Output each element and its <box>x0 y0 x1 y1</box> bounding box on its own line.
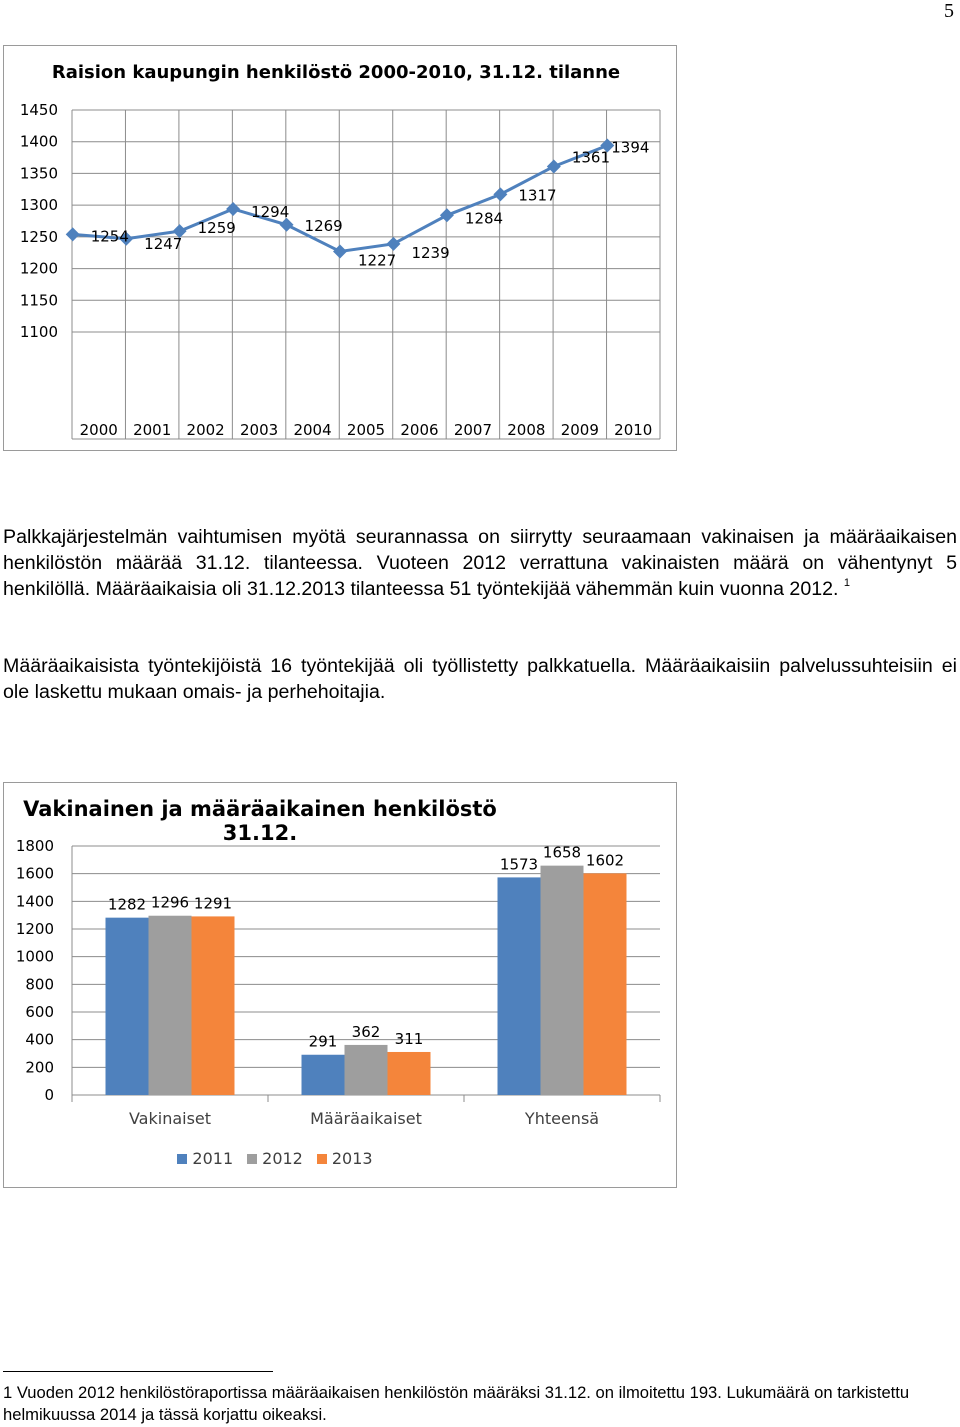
data-label: 1294 <box>251 202 290 221</box>
legend-item <box>317 1149 373 1168</box>
y-tick-label: 1400 <box>15 892 54 911</box>
y-tick-label: 1250 <box>19 227 58 246</box>
x-tick-label: Vakinaiset <box>128 1109 212 1128</box>
data-label: 1317 <box>518 186 557 205</box>
bar <box>345 1045 388 1095</box>
legend-swatch <box>317 1154 327 1164</box>
bar <box>541 866 584 1095</box>
data-point <box>333 244 347 258</box>
y-tick-label: 600 <box>25 1003 54 1021</box>
y-tick-label: 1600 <box>15 864 54 883</box>
bar <box>584 873 627 1095</box>
y-tick-label: 400 <box>25 1030 54 1049</box>
data-label: 1254 <box>90 227 129 246</box>
x-tick-label: 2010 <box>614 421 653 439</box>
x-tick-label: 2003 <box>239 421 279 439</box>
legend-label: 2013 <box>331 1149 373 1168</box>
bar <box>302 1055 345 1095</box>
data-label: 1227 <box>358 251 397 270</box>
data-point <box>66 227 80 241</box>
legend-item <box>177 1149 233 1168</box>
data-label: 1394 <box>611 138 650 157</box>
x-tick-label: 2006 <box>400 421 439 439</box>
bar <box>106 918 149 1095</box>
y-tick-label: 1200 <box>19 259 58 278</box>
paragraph-staff-tracking <box>3 524 957 602</box>
bar <box>498 877 541 1095</box>
y-tick-label: 1350 <box>19 164 58 183</box>
paragraph-staff-tracking-text: Palkkajärjestelmän vaihtumisen myötä seurannassa on siirrytty seuraamaan vakinaisen ja määräaikaisen henkilöstön määrää 31.12. tilanteessa. Vuoteen 2012 verrattuna vakinaisten määrä on vähentynyt 5 henkilöllä. Määräaikaisia oli 31.12.2013 tilanteessa 51 työntekijää vähemmän kuin vuonna 2012. <box>3 526 957 600</box>
y-tick-label: 1150 <box>19 291 58 310</box>
bar-chart-legend <box>4 1149 676 1168</box>
y-tick-label: 1200 <box>15 920 54 938</box>
data-label: 1602 <box>585 851 625 870</box>
data-point <box>226 202 240 216</box>
y-tick-label: 1800 <box>15 837 54 855</box>
legend-swatch <box>177 1154 187 1164</box>
bar <box>149 916 192 1095</box>
data-label: 291 <box>308 1032 338 1051</box>
y-tick-label: 1400 <box>19 132 58 151</box>
data-label: 1284 <box>464 209 504 228</box>
data-label: 1296 <box>150 893 190 912</box>
data-label: 1259 <box>197 219 236 238</box>
bar-chart-title: Vakinainen ja määräaikainen henkilöstö 31.12. <box>23 797 497 845</box>
data-label: 1573 <box>499 855 539 874</box>
data-point <box>493 187 507 201</box>
legend-label: 2012 <box>262 1149 303 1168</box>
data-label: 1247 <box>144 234 183 253</box>
y-tick-label: 1450 <box>19 101 58 119</box>
x-tick-label: 2001 <box>133 421 172 439</box>
data-label: 1269 <box>304 216 343 235</box>
y-tick-label: 1000 <box>15 947 54 966</box>
line-chart-svg <box>4 46 676 450</box>
footnote: 1 Vuoden 2012 henkilöstöraportissa määräaikaisen henkilöstön määräksi 31.12. on ilmoitettu 193. Lukumäärä on tarkistettu helmikuussa 2014 ja tässä korjattu oikeaksi. <box>3 1383 910 1424</box>
data-label: 1291 <box>193 894 233 913</box>
x-tick-label: 2000 <box>79 421 118 439</box>
legend-swatch <box>247 1154 257 1164</box>
bar <box>192 916 235 1095</box>
footnote-reference: 1 <box>843 577 851 589</box>
x-tick-label: Yhteensä <box>524 1109 600 1128</box>
data-label: 1239 <box>411 243 450 262</box>
footnote-divider <box>3 1371 273 1372</box>
bar <box>388 1052 431 1095</box>
data-label: 362 <box>351 1022 381 1041</box>
data-label: 1658 <box>542 843 582 862</box>
y-tick-label: 0 <box>44 1086 54 1104</box>
paragraph-fixed-term-details: Määräaikaisista työntekijöistä 16 työntekijää oli työllistetty palkkatuella. Määräaikaisiin palvelussuhteisiin ei ole laskettu mukaan omais- ja perhehoitajia. <box>3 655 957 703</box>
data-point <box>547 159 561 173</box>
x-tick-label: 2008 <box>507 421 546 439</box>
x-tick-label: 2007 <box>453 421 493 439</box>
x-tick-label: 2002 <box>186 421 225 439</box>
line-chart-title: Raision kaupungin henkilöstö 2000-2010, 31.12. tilanne <box>51 62 621 83</box>
y-tick-label: 1100 <box>19 323 58 341</box>
x-tick-label: 2009 <box>560 421 599 439</box>
x-tick-label: 2005 <box>346 421 386 439</box>
y-tick-label: 200 <box>25 1058 54 1077</box>
legend-label: 2011 <box>192 1149 234 1168</box>
data-label: 1361 <box>571 148 611 167</box>
bar-chart-permanent-fixed-term <box>3 782 677 1188</box>
y-tick-label: 800 <box>25 975 54 994</box>
data-point <box>386 237 400 251</box>
data-label: 311 <box>394 1029 424 1048</box>
legend-item <box>247 1149 303 1168</box>
data-label: 1282 <box>107 895 147 914</box>
data-point <box>440 208 454 222</box>
x-tick-label: Määräaikaiset <box>310 1109 422 1128</box>
line-chart-staff-2000-2010 <box>3 45 677 451</box>
x-tick-label: 2004 <box>293 421 332 439</box>
page-number: 5 <box>944 0 954 22</box>
y-tick-label: 1300 <box>19 196 58 215</box>
